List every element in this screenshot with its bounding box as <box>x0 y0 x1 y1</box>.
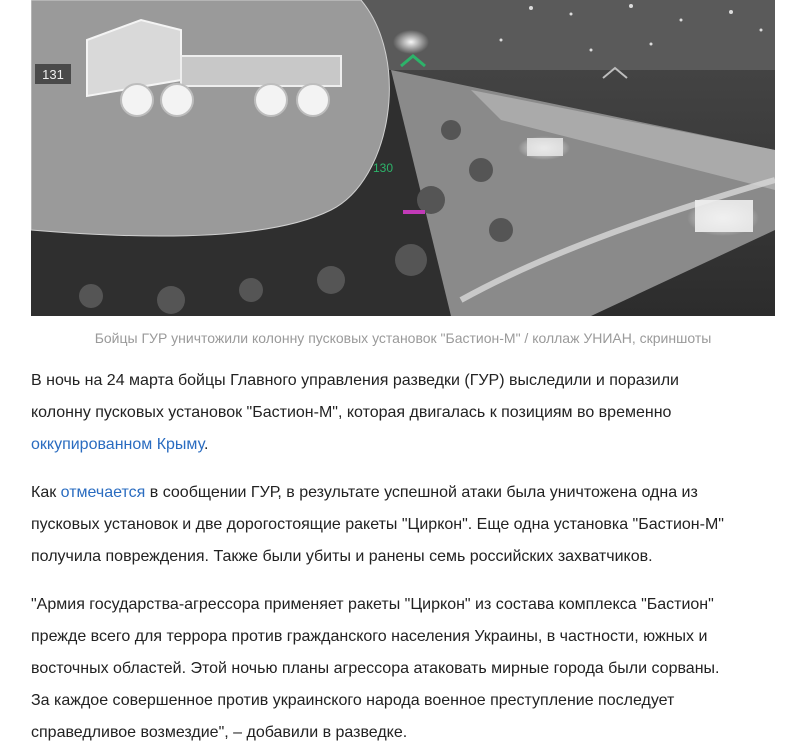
paragraph-3-line-2: прежде всего для террора против гражданского населения Украины, в частности, южных и <box>31 628 708 645</box>
paragraph-2-line-2: пусковых установок и две дорогостоящие ракеты "Циркон". Еще одна установка "Бастион-М" <box>31 516 724 533</box>
paragraph-2-line-1 <box>31 477 781 509</box>
paragraph-2-lead: Как <box>31 484 61 501</box>
hud-scale-mark: 130 <box>373 161 394 175</box>
paragraph-1-line-3 <box>31 429 781 461</box>
paragraph-1-line-1: В ночь на 24 марта бойцы Главного управления разведки (ГУР) выследили и поразили <box>31 372 679 389</box>
paragraph-1-line-2: колонну пусковых установок "Бастион-М", которая двигалась к позициям во временно <box>31 404 672 421</box>
paragraph-3 <box>31 589 781 749</box>
image-caption: Бойцы ГУР уничтожили колонну пусковых установок "Бастион-М" / коллаж УНИАН, скриншоты <box>94 330 712 346</box>
paragraph-2-line-3: получила повреждения. Также были убиты и ранены семь российских захватчиков. <box>31 548 653 565</box>
paragraph-3-line-3: восточных областей. Этой ночью планы агрессора атаковать мирные города были сорваны. <box>31 660 720 677</box>
thermal-image <box>31 0 775 316</box>
paragraph-3-line-5: справедливое возмездие", – добавили в разведке. <box>31 724 408 741</box>
crimea-link[interactable]: оккупированном Крыму <box>31 436 205 453</box>
hud-number: 131 <box>42 67 64 82</box>
paragraph-1-end: . <box>204 436 209 453</box>
paragraph-2-line-1-rest: в сообщении ГУР, в результате успешной атаки была уничтожена одна из <box>145 484 698 501</box>
paragraph-2 <box>31 477 781 573</box>
paragraph-1 <box>31 365 781 461</box>
article-photo <box>31 0 775 316</box>
paragraph-3-line-1: "Армия государства-агрессора применяет ракеты "Циркон" из состава комплекса "Бастион" <box>31 596 714 613</box>
source-link[interactable]: отмечается <box>60 484 146 501</box>
paragraph-3-line-4: За каждое совершенное против украинского народа военное преступление последует <box>31 692 675 709</box>
